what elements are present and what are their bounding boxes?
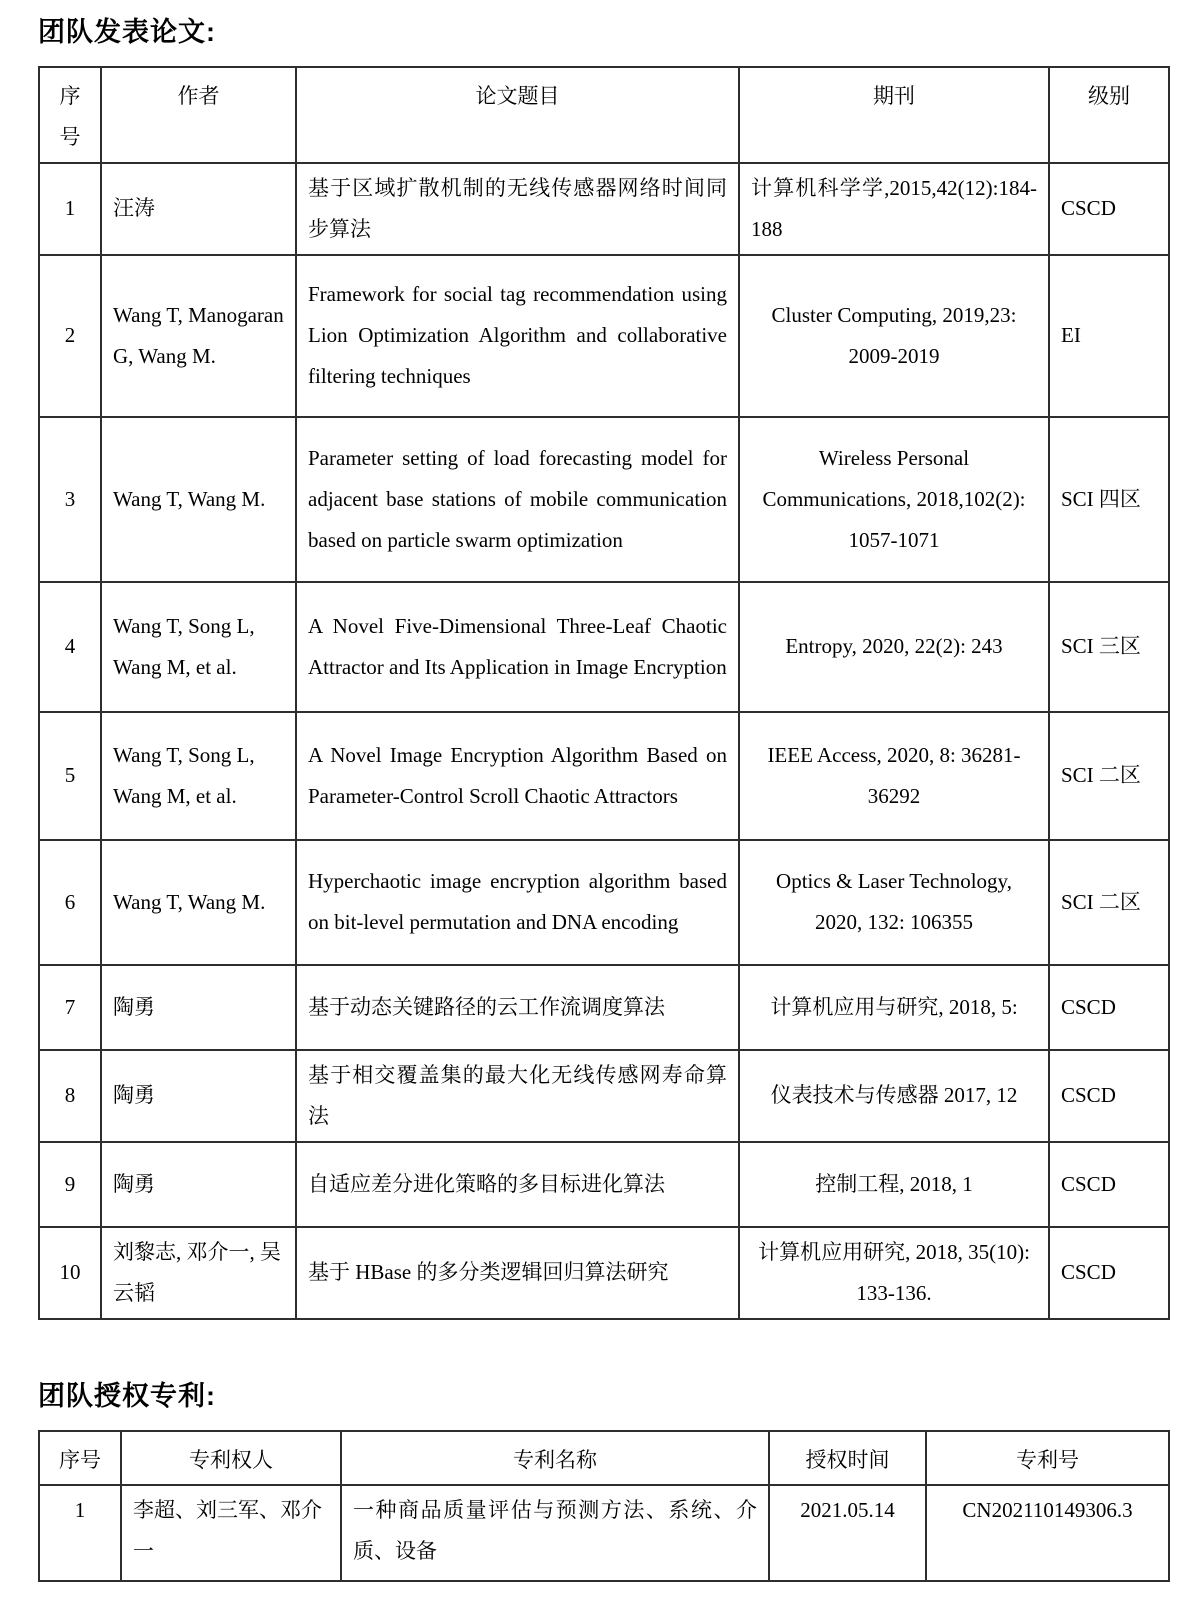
paper-authors: 陶勇 — [101, 1142, 296, 1227]
patents-header-date: 授权时间 — [769, 1431, 926, 1486]
paper-journal: Wireless Personal Communications, 2018,102(2): 1057-1071 — [739, 417, 1049, 582]
paper-no: 3 — [39, 417, 101, 582]
paper-journal: 控制工程, 2018, 1 — [739, 1142, 1049, 1227]
paper-no: 9 — [39, 1142, 101, 1227]
paper-row — [39, 1227, 1169, 1319]
paper-authors: Wang T, Manogaran G, Wang M. — [101, 255, 296, 417]
paper-no: 2 — [39, 255, 101, 417]
paper-row — [39, 712, 1169, 840]
paper-no: 7 — [39, 965, 101, 1050]
paper-level: CSCD — [1049, 1050, 1169, 1142]
paper-title: Framework for social tag recommendation using Lion Optimization Algorithm and collaborative filtering techniques — [296, 255, 739, 417]
patents-header-name: 专利名称 — [341, 1431, 769, 1486]
paper-authors: 陶勇 — [101, 1050, 296, 1142]
paper-journal: 计算机科学学,2015,42(12):184-188 — [739, 163, 1049, 255]
papers-table — [38, 66, 1170, 1320]
paper-level: SCI 三区 — [1049, 582, 1169, 712]
paper-journal: 计算机应用与研究, 2018, 5: — [739, 965, 1049, 1050]
paper-title: 基于动态关键路径的云工作流调度算法 — [296, 965, 739, 1050]
papers-header-journal: 期刊 — [739, 67, 1049, 163]
papers-header-no: 序号 — [39, 67, 101, 163]
paper-level: CSCD — [1049, 1227, 1169, 1319]
papers-section-heading: 团队发表论文: — [38, 17, 216, 47]
paper-authors: 刘黎志, 邓介一, 吴云韬 — [101, 1227, 296, 1319]
paper-level: SCI 四区 — [1049, 417, 1169, 582]
paper-journal: 仪表技术与传感器 2017, 12 — [739, 1050, 1049, 1142]
paper-authors: Wang T, Song L, Wang M, et al. — [101, 582, 296, 712]
paper-row — [39, 417, 1169, 582]
paper-row — [39, 840, 1169, 965]
paper-title: Parameter setting of load forecasting model for adjacent base stations of mobile communication based on particle swarm optimization — [296, 417, 739, 582]
paper-authors: Wang T, Wang M. — [101, 840, 296, 965]
paper-level: CSCD — [1049, 1142, 1169, 1227]
paper-authors: Wang T, Song L, Wang M, et al. — [101, 712, 296, 840]
patent-patentee: 李超、刘三军、邓介一 — [121, 1485, 341, 1581]
paper-row — [39, 255, 1169, 417]
paper-title: 自适应差分进化策略的多目标进化算法 — [296, 1142, 739, 1227]
paper-journal: Cluster Computing, 2019,23: 2009-2019 — [739, 255, 1049, 417]
paper-journal: IEEE Access, 2020, 8: 36281-36292 — [739, 712, 1049, 840]
patents-table — [38, 1430, 1170, 1583]
patent-no: 1 — [39, 1485, 121, 1581]
patent-date: 2021.05.14 — [769, 1485, 926, 1581]
paper-no: 1 — [39, 163, 101, 255]
paper-no: 6 — [39, 840, 101, 965]
paper-title: 基于区域扩散机制的无线传感器网络时间同步算法 — [296, 163, 739, 255]
paper-row — [39, 582, 1169, 712]
paper-level: SCI 二区 — [1049, 840, 1169, 965]
patents-header-row — [39, 1431, 1169, 1486]
paper-row — [39, 965, 1169, 1050]
papers-header-authors: 作者 — [101, 67, 296, 163]
paper-title: A Novel Five-Dimensional Three-Leaf Chaotic Attractor and Its Application in Image Encryption — [296, 582, 739, 712]
paper-journal: 计算机应用研究, 2018, 35(10): 133-136. — [739, 1227, 1049, 1319]
papers-header-row — [39, 67, 1169, 163]
paper-authors: 陶勇 — [101, 965, 296, 1050]
paper-authors: Wang T, Wang M. — [101, 417, 296, 582]
papers-header-title: 论文题目 — [296, 67, 739, 163]
patents-header-patentee: 专利权人 — [121, 1431, 341, 1486]
patent-row — [39, 1485, 1169, 1581]
paper-level: EI — [1049, 255, 1169, 417]
paper-row — [39, 163, 1169, 255]
paper-row — [39, 1050, 1169, 1142]
patents-header-no: 序号 — [39, 1431, 121, 1486]
paper-title: 基于 HBase 的多分类逻辑回归算法研究 — [296, 1227, 739, 1319]
patent-name: 一种商品质量评估与预测方法、系统、介质、设备 — [341, 1485, 769, 1581]
paper-level: CSCD — [1049, 965, 1169, 1050]
paper-level: CSCD — [1049, 163, 1169, 255]
paper-level: SCI 二区 — [1049, 712, 1169, 840]
paper-row — [39, 1142, 1169, 1227]
paper-title: A Novel Image Encryption Algorithm Based on Parameter-Control Scroll Chaotic Attractors — [296, 712, 739, 840]
papers-header-level: 级别 — [1049, 67, 1169, 163]
paper-journal: Entropy, 2020, 22(2): 243 — [739, 582, 1049, 712]
paper-no: 10 — [39, 1227, 101, 1319]
paper-title: 基于相交覆盖集的最大化无线传感网寿命算法 — [296, 1050, 739, 1142]
patent-number: CN202110149306.3 — [926, 1485, 1169, 1581]
paper-journal: Optics & Laser Technology, 2020, 132: 106355 — [739, 840, 1049, 965]
paper-no: 8 — [39, 1050, 101, 1142]
paper-title: Hyperchaotic image encryption algorithm based on bit-level permutation and DNA encoding — [296, 840, 739, 965]
patents-section-heading: 团队授权专利: — [38, 1380, 216, 1411]
paper-authors: 汪涛 — [101, 163, 296, 255]
paper-no: 4 — [39, 582, 101, 712]
paper-no: 5 — [39, 712, 101, 840]
patents-header-number: 专利号 — [926, 1431, 1169, 1486]
